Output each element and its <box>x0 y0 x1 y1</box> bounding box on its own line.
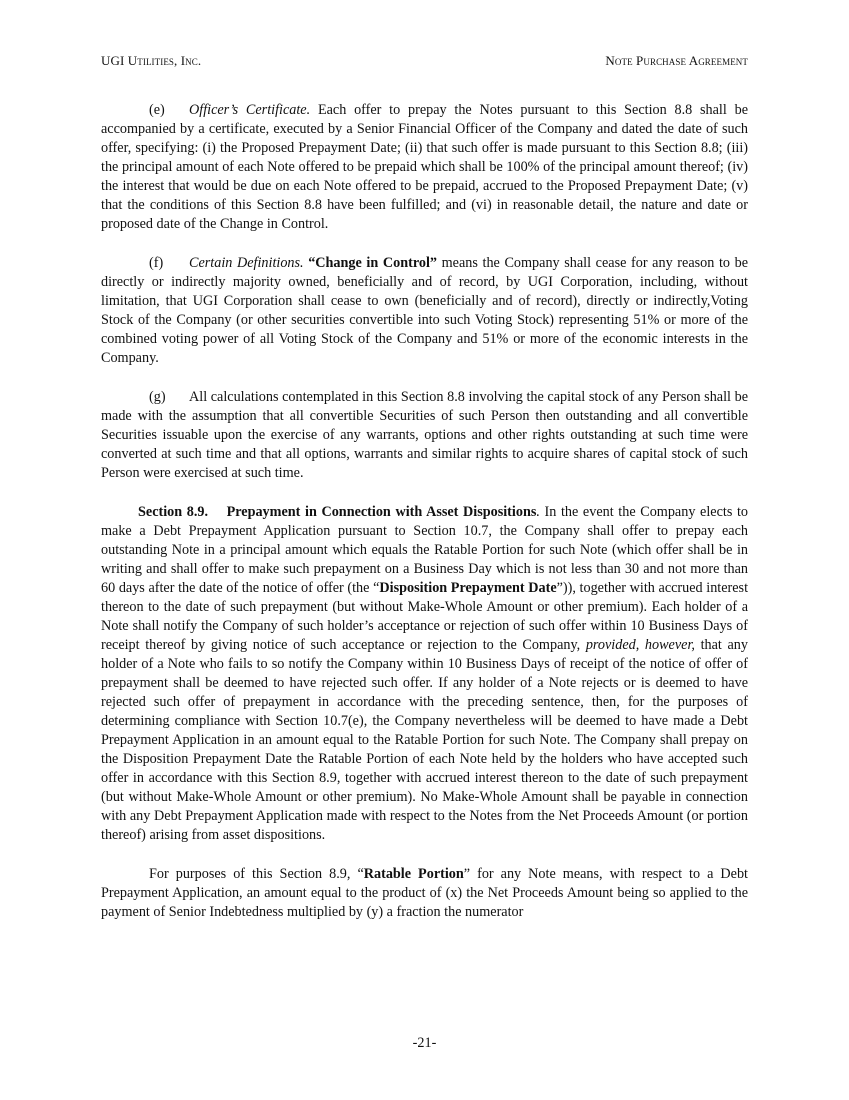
section-8-9-defined-term: Disposition Prepayment Date <box>379 580 557 596</box>
paragraph-e-title: Officer’s Certificate. <box>189 102 311 118</box>
section-8-9-number: Section 8.9. <box>138 504 209 520</box>
paragraph-e-label: (e) <box>149 102 165 118</box>
header-document-title: Note Purchase Agreement <box>605 53 748 68</box>
paragraph-g-text: All calculations contemplated in this Section 8.8 involving the capital stock of any Person shall be made with the assumption that all convertible Securities of such Person then outstanding and all convertible Securities issuable upon the exercise of any warrants, options and other rights outstanding at such time were converted at such time and that all options, warrants and similar rights to acquire shares of capital stock of such Person were exercised at such time. <box>101 389 748 481</box>
paragraph-e-officers-certificate <box>101 101 748 234</box>
section-8-9-text-1: In the event the Company elects to make a Debt Prepayment Application pursuant to Section 10.7, the Company shall offer to prepay each outstanding Note in a principal amount which equals the Ratable Portion for such Note (which offer shall be in writing and shall offer to make such prepayment on a Business Day which is not less than 30 and not more than 60 days after the date of the notice of offer (the “ <box>101 504 748 596</box>
paragraph-f-defined-term: “Change in Control” <box>308 255 438 271</box>
page-number: -21- <box>412 1035 437 1051</box>
ratable-portion-text-1: For purposes of this Section 8.9, “ <box>149 866 364 882</box>
section-8-9-text-3: that any holder of a Note who fails to so notify the Company within 10 Business Days of receipt of the notice of offer of prepayment shall be deemed to have rejected such offer. If any holder of a Note rejects or is deemed to have rejected such offer of prepayment in accordance with the preceding sentence, then, for the purposes of determining compliance with Section 10.7(e), the Company nevertheless will be deemed to have made a Debt Prepayment Application in an amount equal to the Ratable Portion for such Note. The Company shall prepay on the Disposition Prepayment Date the Ratable Portion of each Note held by the holders who have accepted such offer in accordance with this Section 8.9, together with accrued interest thereon to the date of such prepayment (but without Make-Whole Amount or other premium). No Make-Whole Amount shall be payable in connection with any Debt Prepayment Application made with respect to the Notes from the Net Proceeds Amount (or portion thereof) arising from asset dispositions. <box>101 637 748 843</box>
section-8-9-asset-dispositions <box>101 503 748 845</box>
ratable-portion-text-2: ” for any Note means, with respect to a Debt Prepayment Application, an amount equal to the product of (x) the Net Proceeds Amount being so applied to the payment of Senior Indebtedness multiplied by (y) a fraction the numerator <box>101 866 748 920</box>
header-company-name: UGI Utilities, Inc. <box>101 53 202 68</box>
ratable-portion-defined-term: Ratable Portion <box>363 866 464 882</box>
document-body <box>101 101 748 942</box>
paragraph-e-text: Each offer to prepay the Notes pursuant to this Section 8.8 shall be accompanied by a certificate, executed by a Senior Financial Officer of the Company and dated the date of such offer, specifying: (i) the Proposed Prepayment Date; (ii) that such offer is made pursuant to this Section 8.8; (iii) the principal amount of each Note offered to be prepaid which shall be 100% of the principal amount thereof; (iv) the interest that would be due on each Note offered to be prepaid, accrued to the Proposed Prepayment Date; (v) that the conditions of this Section 8.8 have been fulfilled; and (vi) in reasonable detail, the nature and date or proposed date of the Change in Control. <box>101 102 748 232</box>
section-8-9-text-2: ”)), together with accrued interest thereon to the date of such prepayment (but without Make-Whole Amount or other premium). Each holder of a Note shall notify the Company of such holder’s acceptance or rejection of such offer within 10 Business Days of receipt thereof by giving notice of such acceptance or rejection to the Company, <box>101 580 749 653</box>
paragraph-g-label: (g) <box>149 389 166 405</box>
section-8-9-proviso: provided, however, <box>585 637 695 653</box>
section-8-9-title-period: . <box>536 504 540 520</box>
section-8-9-title: Prepayment in Connection with Asset Dispositions <box>226 504 537 520</box>
paragraph-f-text: means the Company shall cease for any reason to be directly or indirectly majority owned, beneficially and of record, by UGI Corporation, including, without limitation, that UGI Corporation shall cease to own (beneficially and of record), directly or indirectly,Voting Stock of the Company (or other securities convertible into such Voting Stock) representing 51% or more of the combined voting power of all Voting Stock of the Company and 51% or more of the economic interests in the Company. <box>101 255 748 366</box>
running-header <box>101 53 748 71</box>
paragraph-g-calculations <box>101 388 748 483</box>
paragraph-ratable-portion <box>101 865 748 922</box>
paragraph-f-certain-definitions <box>101 254 748 368</box>
paragraph-f-label: (f) <box>149 255 164 271</box>
paragraph-f-title: Certain Definitions. <box>189 255 304 271</box>
